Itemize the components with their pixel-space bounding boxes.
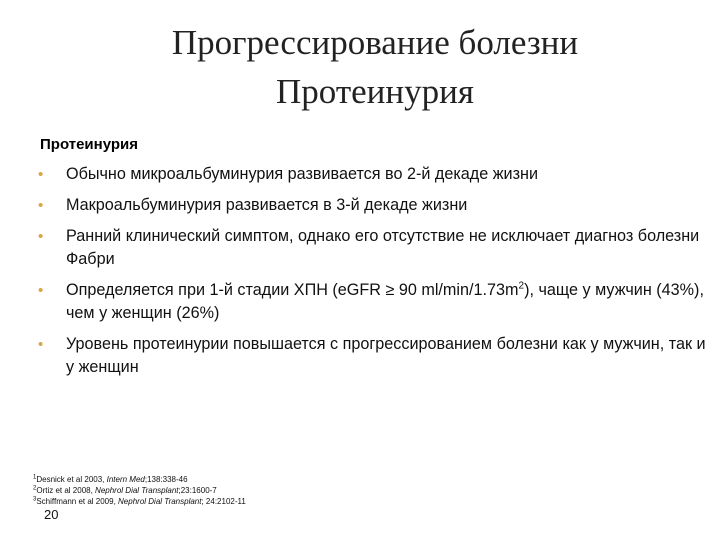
- reference-number: 1: [33, 474, 37, 481]
- section-subheading: Протеинурия: [40, 136, 138, 153]
- slide-title: [90, 18, 660, 116]
- page-number: 20: [44, 507, 59, 522]
- bullet-dot-icon: •: [38, 336, 44, 353]
- bullet-text: Ранний клинический симптом, однако его отсутствие не исключает диагноз болезни Фабри: [66, 227, 700, 268]
- reference-number: 3: [33, 496, 37, 503]
- slide-title-line-1: Прогрессирование болезни: [171, 23, 579, 62]
- reference-text: Desnick et al 2003,: [36, 475, 107, 484]
- bullet-item: [38, 225, 718, 271]
- bullet-text: Обычно микроальбуминурия развивается во 2-й декаде жизни: [66, 165, 538, 183]
- bullet-item: [38, 333, 718, 379]
- bullet-dot-icon: •: [38, 282, 44, 299]
- slide-title-line-2: Протеинурия: [276, 72, 474, 111]
- bullet-dot-icon: •: [38, 197, 44, 214]
- bullet-text-part: ), чаще у мужчин (43%), чем у женщин (26%): [66, 281, 704, 322]
- bullet-item: [38, 194, 718, 217]
- references: [33, 474, 246, 507]
- reference-item: [33, 496, 246, 507]
- reference-tail: ; 24:2102-11: [201, 497, 246, 506]
- bullet-dot-icon: •: [38, 228, 44, 245]
- bullet-dot-icon: •: [38, 166, 44, 183]
- reference-journal: Nephrol Dial Transplant: [95, 486, 179, 495]
- bullet-text: Макроальбуминурия развивается в 3-й декаде жизни: [66, 196, 468, 214]
- reference-item: [33, 485, 246, 496]
- reference-text: Ortiz et al 2008,: [36, 486, 96, 495]
- bullet-item: [38, 163, 718, 186]
- bullet-text: Уровень протеинурии повышается с прогрессированием болезни как у мужчин, так и у женщин: [66, 335, 706, 376]
- bullet-text: [66, 279, 718, 325]
- reference-journal: Intern Med: [106, 475, 145, 484]
- bullet-list: [38, 163, 718, 387]
- reference-text: Schiffmann et al 2009,: [36, 497, 119, 506]
- bullet-item: [38, 279, 718, 325]
- bullet-text-part: Определяется при 1-й стадии ХПН (eGFR ≥ 90 ml/min/1.73m: [66, 281, 519, 299]
- reference-tail: ;23:1600-7: [178, 486, 217, 495]
- reference-tail: ;138:338-46: [144, 475, 188, 484]
- reference-number: 2: [33, 485, 37, 492]
- reference-item: [33, 474, 246, 485]
- superscript: 2: [518, 280, 525, 292]
- reference-journal: Nephrol Dial Transplant: [118, 497, 202, 506]
